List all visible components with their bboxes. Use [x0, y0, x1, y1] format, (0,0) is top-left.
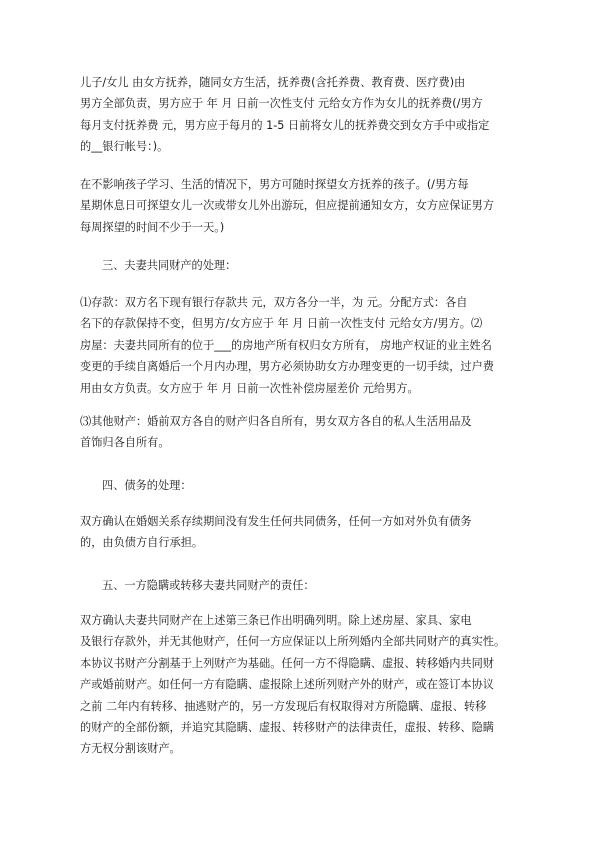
text-line: ⑶其他财产：婚前双方各自的财产归各自所有，男女双方各自的私人生活用品及: [80, 415, 472, 428]
text-line: 方无权分割该财产。: [80, 742, 181, 756]
paragraph-concealment: [80, 610, 526, 760]
text-line: 首饰归各自所有。: [80, 436, 170, 450]
text-line: 产或婚前财产。如任何一方有隐瞒、虚报除上述所列财产外的财产，或在签订本协议: [80, 678, 494, 692]
text-line: 双方确认在婚姻关系存续期间没有发生任何共同债务，任何一方如对外负有债务: [80, 515, 472, 528]
text-line: 本协议书财产分割基于上列财产为基础。任何一方不得隐瞒、虚报、转移婚内共同财: [80, 656, 494, 670]
paragraph-other-property: [80, 411, 526, 454]
section-heading-joint-property: 三、夫妻共同财产的处理：: [102, 259, 237, 272]
paragraph-deposits-housing: [80, 292, 526, 399]
paragraph-child-custody: [80, 72, 526, 158]
text-line: 及银行存款外，并无其他财产，任何一方应保证以上所列婚内全部共同财产的真实性。: [80, 635, 506, 649]
text-line: 儿子/女儿 由女方抚养，随同女方生活，抚养费(含托养费、教育费、医疗费)由: [80, 76, 466, 89]
text-line: 用由女方负责。女方应于 年 月 日前一次性补偿房屋差价 元给男方。: [80, 381, 419, 395]
paragraph-debts: [80, 511, 526, 554]
text-line: 星期休息日可探望女儿一次或带女儿外出游玩，但应提前通知女方，女方应保证男方: [80, 199, 494, 213]
section-heading-debts: 四、债务的处理：: [102, 479, 192, 492]
text-line: 的__银行帐号：)。: [80, 140, 169, 154]
text-line: 的，由负债方自行承担。: [80, 536, 204, 550]
paragraph-visitation: [80, 174, 526, 238]
text-line: 名下的存款保持不变，但男方/女方应于 年 月 日前一次性支付 元给女方/男方。⑵: [80, 317, 483, 331]
text-line: 每周探望的时间不少于一天。): [80, 220, 225, 234]
text-line: 每月支付抚养费 元，男方应于每月的 1-5 日前将女儿的抚养费交到女方手中或指定: [80, 118, 490, 132]
text-line: ⑴存款：双方名下现有银行存款共 元，双方各分一半，为 元。分配方式：各自: [80, 296, 468, 309]
text-line: 男方全部负责，男方应于 年 月 日前一次性支付 元给女方作为女儿的抚养费(/男方: [80, 97, 483, 111]
text-line: 双方确认夫妻共同财产在上述第三条已作出明确列明。除上述房屋、家具、家电: [80, 614, 472, 627]
text-line: 在不影响孩子学习、生活的情况下，男方可随时探望女方抚养的孩子。(/男方每: [80, 178, 469, 191]
text-line: 的财产的全部份额，并追究其隐瞒、虚报、转移财产的法律责任，虚报、转移、隐瞒: [80, 721, 494, 735]
text-line: 之前 二年内有转移、抽逃财产的，另一方发现后有权取得对方所隐瞒、虚报、转移: [80, 699, 487, 713]
section-heading-concealment-liability: 五、一方隐瞒或转移夫妻共同财产的责任：: [102, 579, 315, 592]
text-line: 变更的手续自离婚后一个月内办理，男方必须协助女方办理变更的一切手续，过户费: [80, 360, 494, 374]
text-line: 房屋：夫妻共同所有的位于___的房地产所有权归女方所有， 房地产权证的业主姓名: [80, 338, 492, 352]
